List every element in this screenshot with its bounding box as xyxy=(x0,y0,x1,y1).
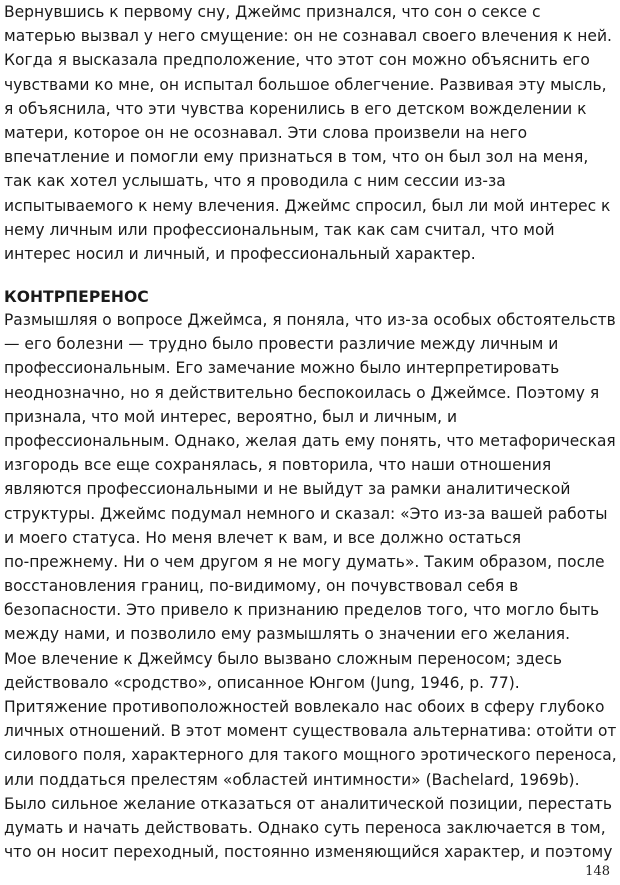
text-line: признала, что мой интерес, вероятно, был и личным, и xyxy=(4,407,458,426)
text-line: по-прежнему. Ни о чем другом я не могу думать». Таким образом, после xyxy=(4,552,605,571)
text-line: Притяжение противоположностей вовлекало нас обоих в сферу глубоко xyxy=(4,698,605,716)
text-line: впечатление и помогли ему признаться в том, что он был зол на меня, xyxy=(4,148,589,167)
paragraph-2 xyxy=(4,308,620,864)
paragraph-1 xyxy=(4,0,620,266)
text-line: профессиональным. Его замечание можно было интерпретировать xyxy=(4,359,560,378)
section-heading: КОНТРПЕРЕНОС xyxy=(4,288,149,306)
text-line: безопасности. Это привело к признанию пределов того, что могло быть xyxy=(4,601,600,620)
text-line: испытываемого к нему влечения. Джеймс спросил, был ли мой интерес к xyxy=(4,196,611,215)
text-line: действовало «сродство», описанное Юнгом (Jung, 1946, p. 77). xyxy=(4,673,520,692)
text-line: Было сильное желание отказаться от аналитической позиции, перестать xyxy=(4,794,613,813)
text-line: — его болезни — трудно было провести различие между личным и xyxy=(4,335,559,354)
text-line: профессиональным. Однако, желая дать ему понять, что метафорическая xyxy=(4,431,616,450)
text-line: матери, которое он не осознавал. Эти слова произвели на него xyxy=(4,123,528,142)
text-line: чувствами ко мне, он испытал большое облегчение. Развивая эту мысль, xyxy=(4,75,607,94)
text-line: силового поля, характерного для такого мощного эротического переноса, xyxy=(4,746,617,765)
text-line: личных отношений. В этот момент существовала альтернатива: отойти от xyxy=(4,722,617,741)
text-line: или поддаться прелестям «областей интимности» (Bachelard, 1969b). xyxy=(4,770,580,789)
text-line: являются профессиональными и не выйдут за рамки аналитической xyxy=(4,480,571,499)
text-line: и моего статуса. Но меня влечет к вам, и все должно остаться xyxy=(4,528,522,547)
text-line: интерес носил и личный, и профессиональный характер. xyxy=(4,244,476,263)
text-line: матерью вызвал у него смущение: он не сознавал своего влечения к ней. xyxy=(4,27,612,46)
text-line: Размышляя о вопросе Джеймса, я поняла, что из-за особых обстоятельств xyxy=(4,311,616,329)
text-line: восстановления границ, по-видимому, он почувствовал себя в xyxy=(4,577,519,596)
text-line: Мое влечение к Джеймсу было вызвано сложным переносом; здесь xyxy=(4,649,563,668)
text-line: между нами, и позволило ему размышлять о значении его желания. xyxy=(4,625,571,644)
page-number: 148 xyxy=(585,864,610,879)
text-line: я объяснила, что эти чувства коренились в его детском вожделении к xyxy=(4,99,587,118)
text-line: так как хотел услышать, что я проводила с ним сессии из-за xyxy=(4,172,506,191)
text-line: структуры. Джеймс подумал немного и сказал: «Это из-за вашей работы xyxy=(4,504,608,523)
text-line: Вернувшись к первому сну, Джеймс признался, что сон о сексе с xyxy=(4,3,541,21)
text-line: изгородь все еще сохранялась, я повторила, что наши отношения xyxy=(4,456,552,475)
text-line: думать и начать действовать. Однако суть переноса заключается в том, xyxy=(4,818,606,837)
text-line: Когда я высказала предположение, что этот сон можно объяснить его xyxy=(4,51,590,70)
text-line: неоднозначно, но я действительно беспокоилась о Джеймсе. Поэтому я xyxy=(4,383,600,402)
text-line: что он носит переходный, постоянно изменяющийся характер, и поэтому xyxy=(4,843,613,862)
text-line: нему личным или профессиональным, так как сам считал, что мой xyxy=(4,220,555,239)
